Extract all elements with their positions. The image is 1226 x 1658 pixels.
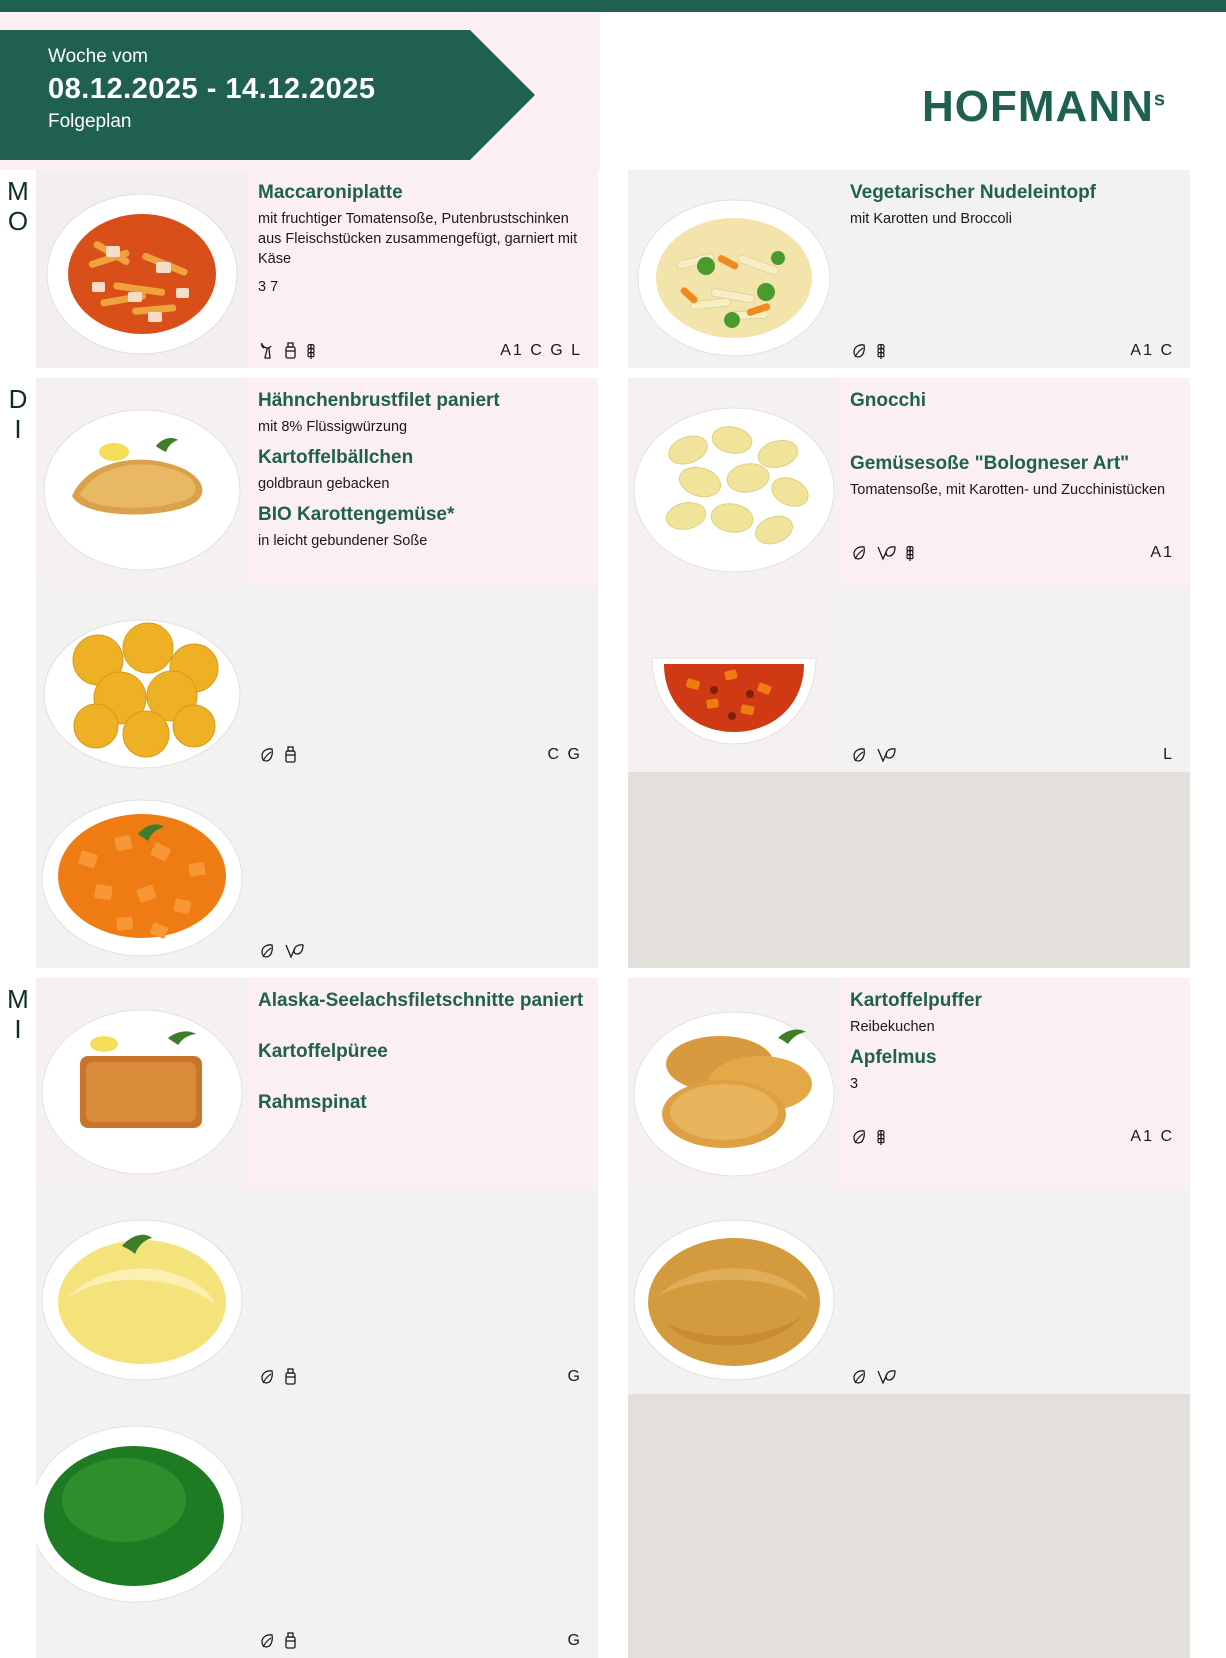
hofmanns-logo <box>922 82 1166 132</box>
dish-photo-svg <box>36 978 248 1190</box>
leaf-icon <box>850 744 868 764</box>
day-code-line1: M <box>7 176 29 206</box>
day-separator <box>0 368 1226 378</box>
meal-card[interactable] <box>36 170 598 368</box>
meal-card[interactable] <box>36 1394 598 1658</box>
diet-icon-group <box>850 340 887 360</box>
dish-title: Kartoffelpuffer <box>850 990 982 1011</box>
meal-text <box>258 988 584 1119</box>
dish-photo <box>36 978 248 1190</box>
meal-card[interactable] <box>36 586 598 772</box>
meal-card[interactable] <box>36 1190 598 1394</box>
leaf-icon <box>258 940 276 960</box>
poultry-icon <box>258 340 276 360</box>
meal-text <box>850 988 1176 1094</box>
day-code-line1: D <box>8 384 28 414</box>
leaf-icon <box>850 1126 868 1146</box>
leaf-icon <box>258 1630 276 1650</box>
dish-description: mit fruchtiger Tomatensoße, Putenbrustschinken aus Fleischstücken zusammengefügt, garniert mit Käse <box>258 211 578 267</box>
milk-icon <box>283 1630 298 1650</box>
day-strip-tuesday <box>0 378 36 968</box>
meal-card[interactable] <box>628 1190 1190 1394</box>
allergen-codes: G <box>567 1368 582 1385</box>
date-range: 08.12.2025 - 14.12.2025 <box>48 73 376 105</box>
dish-photo-svg <box>628 1190 840 1394</box>
meal-card[interactable] <box>36 378 598 586</box>
meal-card[interactable] <box>628 978 1190 1190</box>
meal-card[interactable] <box>628 378 1190 586</box>
vegan-icon <box>875 744 897 764</box>
vegan-icon <box>875 542 897 562</box>
meal-footer <box>850 542 1174 562</box>
leaf-icon <box>850 1366 868 1386</box>
leaf-icon <box>258 744 276 764</box>
diet-icon-group <box>258 940 305 960</box>
meal-footer <box>258 340 582 360</box>
meal-card-empty <box>628 772 1190 968</box>
dish-description: mit 8% Flüssigwürzung <box>258 419 408 435</box>
wheat-icon <box>904 542 916 562</box>
week-label: Woche vom <box>48 46 148 67</box>
dish-photo-svg <box>36 170 248 368</box>
allergen-codes: A1 <box>1150 544 1174 561</box>
allergen-codes: G <box>567 1632 582 1649</box>
day-code-line2: O <box>7 206 29 236</box>
meal-card[interactable] <box>36 978 598 1190</box>
dish-title-2: Gemüsesoße "Bologneser Art" <box>850 453 1130 474</box>
vegan-icon <box>283 940 305 960</box>
dish-photo <box>628 978 840 1190</box>
dish-photo-svg <box>628 170 840 368</box>
dish-photo <box>628 586 840 772</box>
plan-type: Folgeplan <box>48 111 132 132</box>
dish-photo <box>36 1394 248 1658</box>
dish-photo <box>36 586 248 772</box>
day-code-wednesday <box>0 978 36 1044</box>
meal-footer <box>258 940 582 960</box>
dish-title: Maccaroniplatte <box>258 182 403 203</box>
dish-photo <box>628 170 840 368</box>
diet-icon-group <box>258 744 298 764</box>
diet-icon-group <box>850 1126 887 1146</box>
meal-card[interactable] <box>628 586 1190 772</box>
dish-description: Reibekuchen <box>850 1019 935 1035</box>
day-block-wednesday <box>0 978 1226 1658</box>
diet-icon-group <box>258 340 317 360</box>
wheat-icon <box>875 340 887 360</box>
logo-word: HOFMANN <box>922 82 1154 131</box>
day-block-tuesday <box>0 378 1226 968</box>
meal-card-empty <box>628 1394 1190 1658</box>
dish-title-3: Rahmspinat <box>258 1092 367 1113</box>
dish-photo <box>36 378 248 586</box>
day-code-monday <box>0 170 36 236</box>
top-rule <box>0 0 1226 12</box>
dish-title: Hähnchenbrustfilet paniert <box>258 390 500 411</box>
dish-description-2: goldbraun gebacken <box>258 476 390 492</box>
dish-photo <box>628 1190 840 1394</box>
milk-icon <box>283 744 298 764</box>
meal-footer <box>258 744 582 764</box>
spacer <box>850 417 1176 451</box>
day-code-tuesday <box>0 378 36 444</box>
dish-photo <box>628 378 840 586</box>
allergen-codes: A1 C G L <box>500 342 582 359</box>
diet-icon-group <box>850 1366 897 1386</box>
diet-icon-group <box>850 744 897 764</box>
spacer <box>258 1017 584 1039</box>
dish-photo <box>36 170 248 368</box>
dish-title-2: Kartoffelpüree <box>258 1041 388 1062</box>
day-code-line1: M <box>7 984 29 1014</box>
dish-description-3: in leicht gebundener Soße <box>258 533 428 549</box>
leaf-icon <box>258 1366 276 1386</box>
vegan-icon <box>875 1366 897 1386</box>
spacer <box>258 1068 584 1090</box>
day-block-monday <box>0 170 1226 368</box>
diet-icon-group <box>258 1630 298 1650</box>
banner-arrow <box>470 30 535 160</box>
dish-title-3: BIO Karottengemüse* <box>258 504 455 525</box>
dish-photo <box>36 772 248 968</box>
dish-photo-svg <box>36 772 248 968</box>
milk-icon <box>283 340 298 360</box>
dish-title-2: Apfelmus <box>850 1047 937 1068</box>
leaf-icon <box>850 340 868 360</box>
meal-footer <box>850 340 1174 360</box>
diet-icon-group <box>850 542 916 562</box>
meal-footer <box>258 1366 582 1386</box>
meal-text <box>258 180 584 297</box>
allergen-codes: C G <box>547 746 582 763</box>
wheat-icon <box>875 1126 887 1146</box>
diet-icon-group <box>258 1366 298 1386</box>
meal-text <box>850 180 1176 237</box>
dish-title: Gnocchi <box>850 390 927 411</box>
dish-photo-svg <box>36 586 248 772</box>
dish-photo-svg <box>36 1190 248 1394</box>
meal-text <box>850 388 1176 508</box>
dish-title: Vegetarischer Nudeleintopf <box>850 182 1097 203</box>
day-strip-wednesday <box>0 978 36 1658</box>
dish-photo-svg <box>628 378 840 586</box>
meal-text <box>258 388 584 559</box>
page-header <box>0 12 1226 170</box>
logo-superscript: s <box>1153 88 1166 111</box>
allergen-codes: A1 C <box>1130 342 1174 359</box>
day-code-line2: I <box>14 414 22 444</box>
dish-photo <box>36 1190 248 1394</box>
wheat-icon <box>305 340 317 360</box>
allergen-codes: L <box>1163 746 1174 763</box>
dish-title-2: Kartoffelbällchen <box>258 447 414 468</box>
dish-photo-svg <box>36 1394 248 1658</box>
allergen-codes: A1 C <box>1130 1128 1174 1145</box>
dish-additives: 3 <box>850 1076 859 1092</box>
leaf-icon <box>850 542 868 562</box>
dish-photo-svg <box>628 586 840 772</box>
meal-card[interactable] <box>628 170 1190 368</box>
meal-card[interactable] <box>36 772 598 968</box>
dish-description: mit Karotten und Broccoli <box>850 211 1012 227</box>
dish-additives: 3 7 <box>258 279 279 295</box>
banner-text-group <box>48 44 376 136</box>
meal-footer <box>850 1126 1174 1146</box>
milk-icon <box>283 1366 298 1386</box>
day-separator <box>0 968 1226 978</box>
day-code-line2: I <box>14 1014 22 1044</box>
dish-photo-svg <box>36 378 248 586</box>
dish-title: Alaska-Seelachsfiletschnitte paniert <box>258 990 584 1011</box>
meal-footer <box>850 744 1174 764</box>
meal-footer <box>850 1366 1174 1386</box>
dish-photo-svg <box>628 978 840 1190</box>
meal-footer <box>258 1630 582 1650</box>
dish-description-2: Tomatensoße, mit Karotten- und Zucchinistücken <box>850 482 1166 498</box>
